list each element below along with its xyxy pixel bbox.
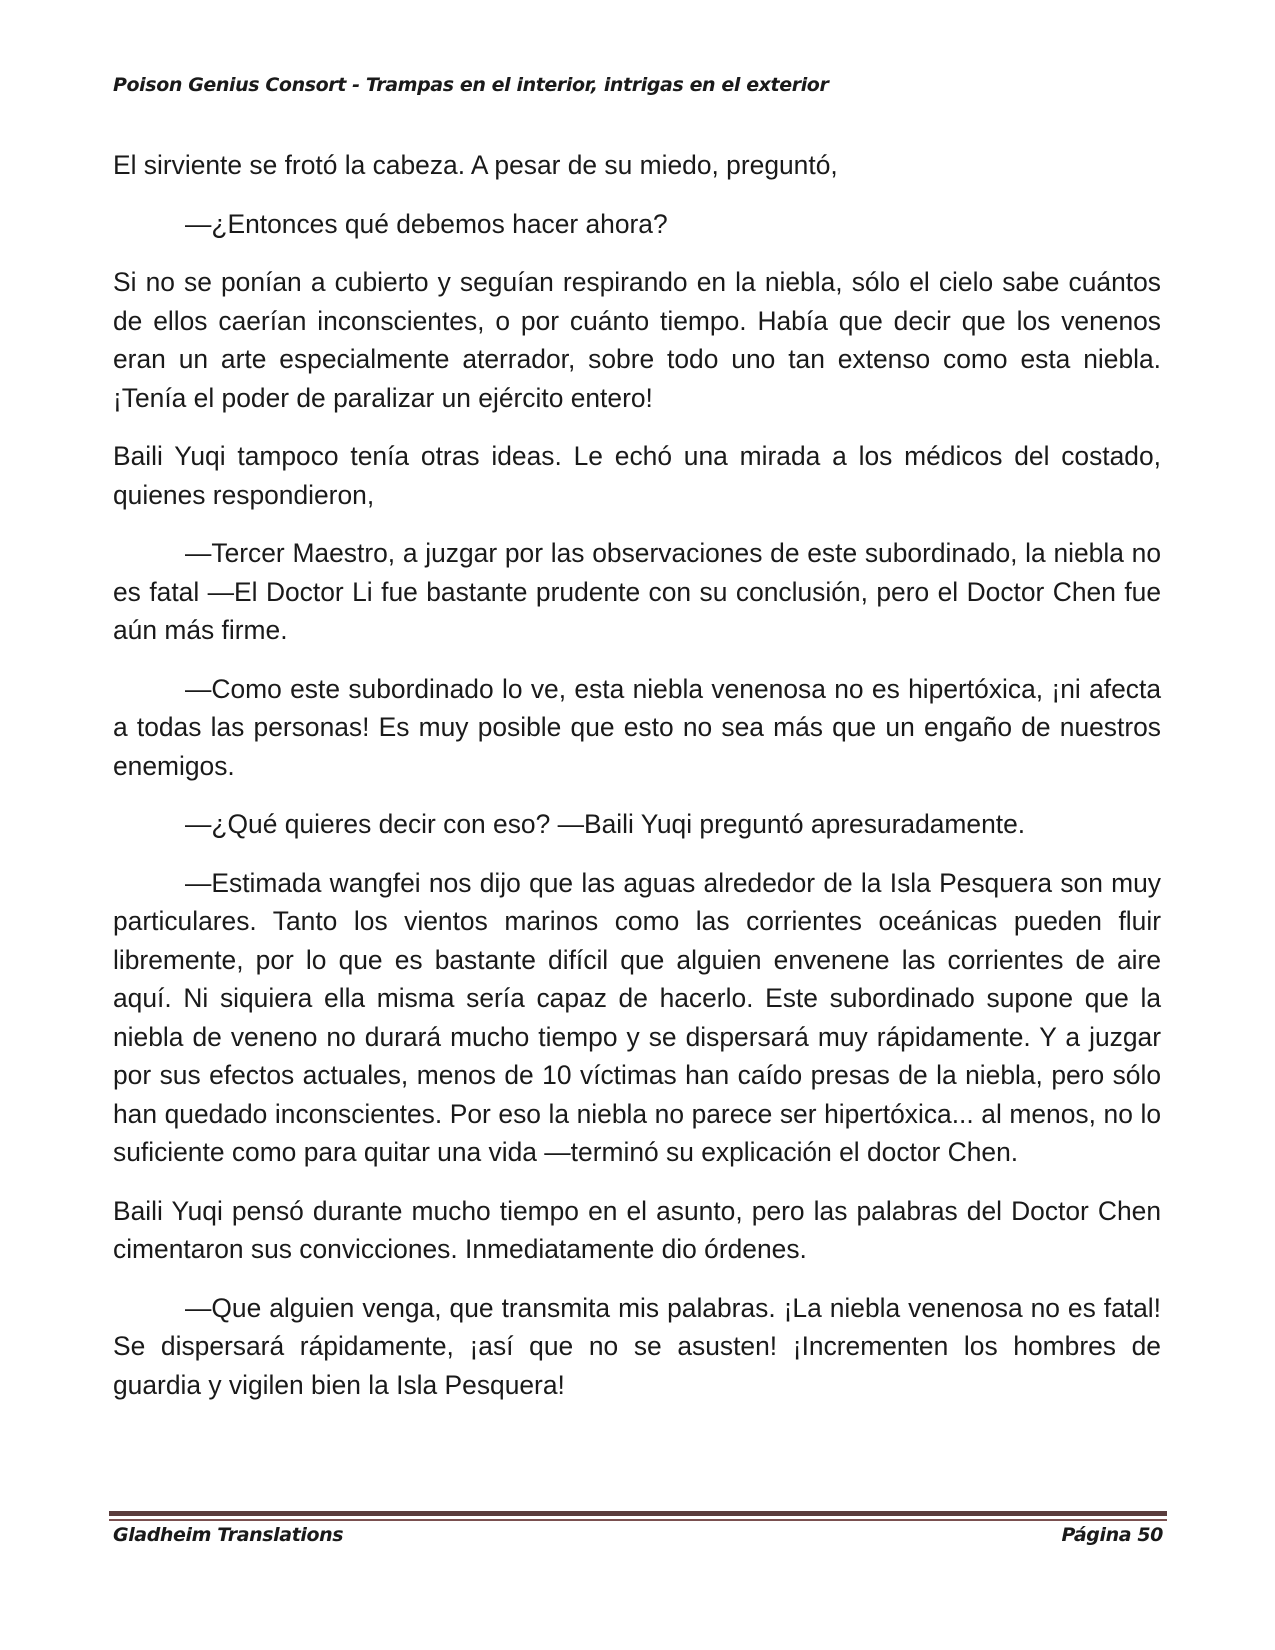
paragraph: Baili Yuqi tampoco tenía otras ideas. Le echó una mirada a los médicos del costado, quienes respondieron, bbox=[113, 441, 1161, 510]
body-text bbox=[113, 146, 1161, 1424]
running-header: Poison Genius Consort - Trampas en el interior, intrigas en el exterior bbox=[113, 74, 829, 96]
paragraph: —¿Qué quieres decir con eso? —Baili Yuqi preguntó apresuradamente. bbox=[185, 809, 1026, 839]
paragraph: —¿Entonces qué debemos hacer ahora? bbox=[185, 208, 668, 239]
paragraph: Baili Yuqi pensó durante mucho tiempo en el asunto, pero las palabras del Doctor Chen cimentaron sus convicciones. Inmediatamente dio órdenes. bbox=[113, 1195, 1161, 1264]
paragraph: —Que alguien venga, que transmita mis palabras. ¡La niebla venenosa no es fatal! Se dispersará rápidamente, ¡así que no se asusten! ¡Incrementen los hombres de guardia y vigilen bien la Isla Pesquera! bbox=[113, 1292, 1161, 1400]
footer-publisher: Gladheim Translations bbox=[113, 1524, 344, 1546]
paragraph: El sirviente se frotó la cabeza. A pesar de su miedo, preguntó, bbox=[113, 150, 838, 180]
footer-divider bbox=[109, 1511, 1167, 1516]
paragraph: —Como este subordinado lo ve, esta niebla venenosa no es hipertóxica, ¡ni afecta a todas las personas! Es muy posible que esto no sea más que un engaño de nuestros enemigos. bbox=[113, 673, 1161, 781]
paragraph: Si no se ponían a cubierto y seguían respirando en la niebla, sólo el cielo sabe cuántos de ellos caerían inconscientes, o por cuánto tiempo. Había que decir que los venenos eran un arte especialmente aterrador, sobre todo uno tan extenso como esta niebla. ¡Tenía el poder de paralizar un ejército entero! bbox=[113, 267, 1161, 413]
paragraph: —Estimada wangfei nos dijo que las aguas alrededor de la Isla Pesquera son muy particulares. Tanto los vientos marinos como las corrientes oceánicas pueden fluir libremente, por lo que es bastante difícil que alguien envenene las corrientes de aire aquí. Ni siquiera ella misma sería capaz de hacerlo. Este subordinado supone que la niebla de veneno no durará mucho tiempo y se dispersará muy rápidamente. Y a juzgar por sus efectos actuales, menos de 10 víctimas han caído presas de la niebla, pero sólo han quedado inconscientes. Por eso la niebla no parece ser hipertóxica... al menos, no lo suficiente como para quitar una vida —terminó su explicación el doctor Chen. bbox=[113, 867, 1161, 1167]
page-number: Página 50 bbox=[1061, 1524, 1163, 1546]
paragraph: —Tercer Maestro, a juzgar por las observaciones de este subordinado, la niebla no es fatal —El Doctor Li fue bastante prudente con su conclusión, pero el Doctor Chen fue aún más firme. bbox=[113, 538, 1161, 645]
footer-divider-thin bbox=[109, 1519, 1167, 1521]
